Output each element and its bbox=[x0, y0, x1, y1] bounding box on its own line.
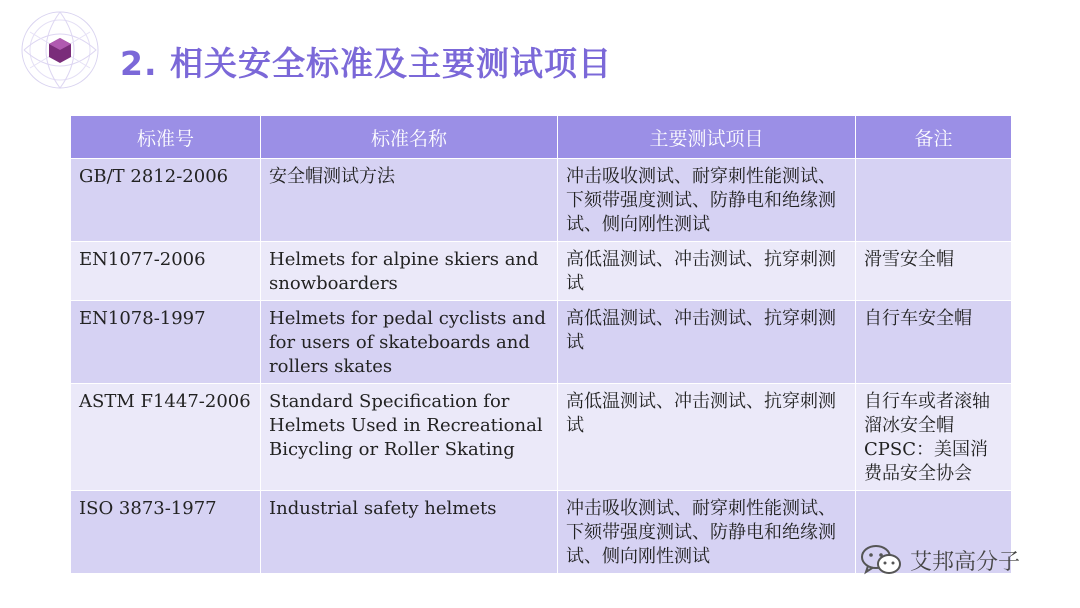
header-remarks: 备注 bbox=[856, 116, 1012, 159]
watermark bbox=[860, 543, 1020, 577]
cell-remarks: 滑雪安全帽 bbox=[856, 242, 1012, 301]
cell-standard-name: Industrial safety helmets bbox=[261, 491, 558, 574]
cell-remarks bbox=[856, 159, 1012, 242]
table-header-row bbox=[71, 116, 1012, 159]
cell-standard-no: EN1077-2006 bbox=[71, 242, 261, 301]
cell-standard-name: Standard Specification for Helmets Used in Recreational Bicycling or Roller Skating bbox=[261, 384, 558, 491]
cell-standard-name: Helmets for pedal cyclists and for users of skateboards and rollers skates bbox=[261, 301, 558, 384]
cell-standard-no: GB/T 2812-2006 bbox=[71, 159, 261, 242]
table-row bbox=[71, 242, 1012, 301]
cell-standard-no: EN1078-1997 bbox=[71, 301, 261, 384]
page-title: 2. 相关安全标准及主要测试项目 bbox=[120, 44, 612, 83]
logo-icon bbox=[18, 8, 102, 92]
cell-standard-name: 安全帽测试方法 bbox=[261, 159, 558, 242]
table-row bbox=[71, 301, 1012, 384]
cell-remarks: 自行车或者滚轴溜冰安全帽CPSC：美国消费品安全协会 bbox=[856, 384, 1012, 491]
header-standard-name: 标准名称 bbox=[261, 116, 558, 159]
cell-test-items: 冲击吸收测试、耐穿刺性能测试、下颏带强度测试、防静电和绝缘测试、侧向刚性测试 bbox=[558, 159, 856, 242]
table-row bbox=[71, 384, 1012, 491]
watermark-text: 艾邦高分子 bbox=[910, 549, 1021, 575]
header-standard-no: 标准号 bbox=[71, 116, 261, 159]
cell-remarks: 自行车安全帽 bbox=[856, 301, 1012, 384]
cell-standard-name: Helmets for alpine skiers and snowboarders bbox=[261, 242, 558, 301]
cell-test-items: 冲击吸收测试、耐穿刺性能测试、下颏带强度测试、防静电和绝缘测试、侧向刚性测试 bbox=[558, 491, 856, 574]
table-row bbox=[71, 159, 1012, 242]
cell-standard-no: ASTM F1447-2006 bbox=[71, 384, 261, 491]
standards-table bbox=[70, 115, 1012, 574]
cell-test-items: 高低温测试、冲击测试、抗穿刺测试 bbox=[558, 301, 856, 384]
cell-test-items: 高低温测试、冲击测试、抗穿刺测试 bbox=[558, 384, 856, 491]
header-test-items: 主要测试项目 bbox=[558, 116, 856, 159]
wechat-icon bbox=[860, 543, 902, 577]
cell-standard-no: ISO 3873-1977 bbox=[71, 491, 261, 574]
cell-test-items: 高低温测试、冲击测试、抗穿刺测试 bbox=[558, 242, 856, 301]
